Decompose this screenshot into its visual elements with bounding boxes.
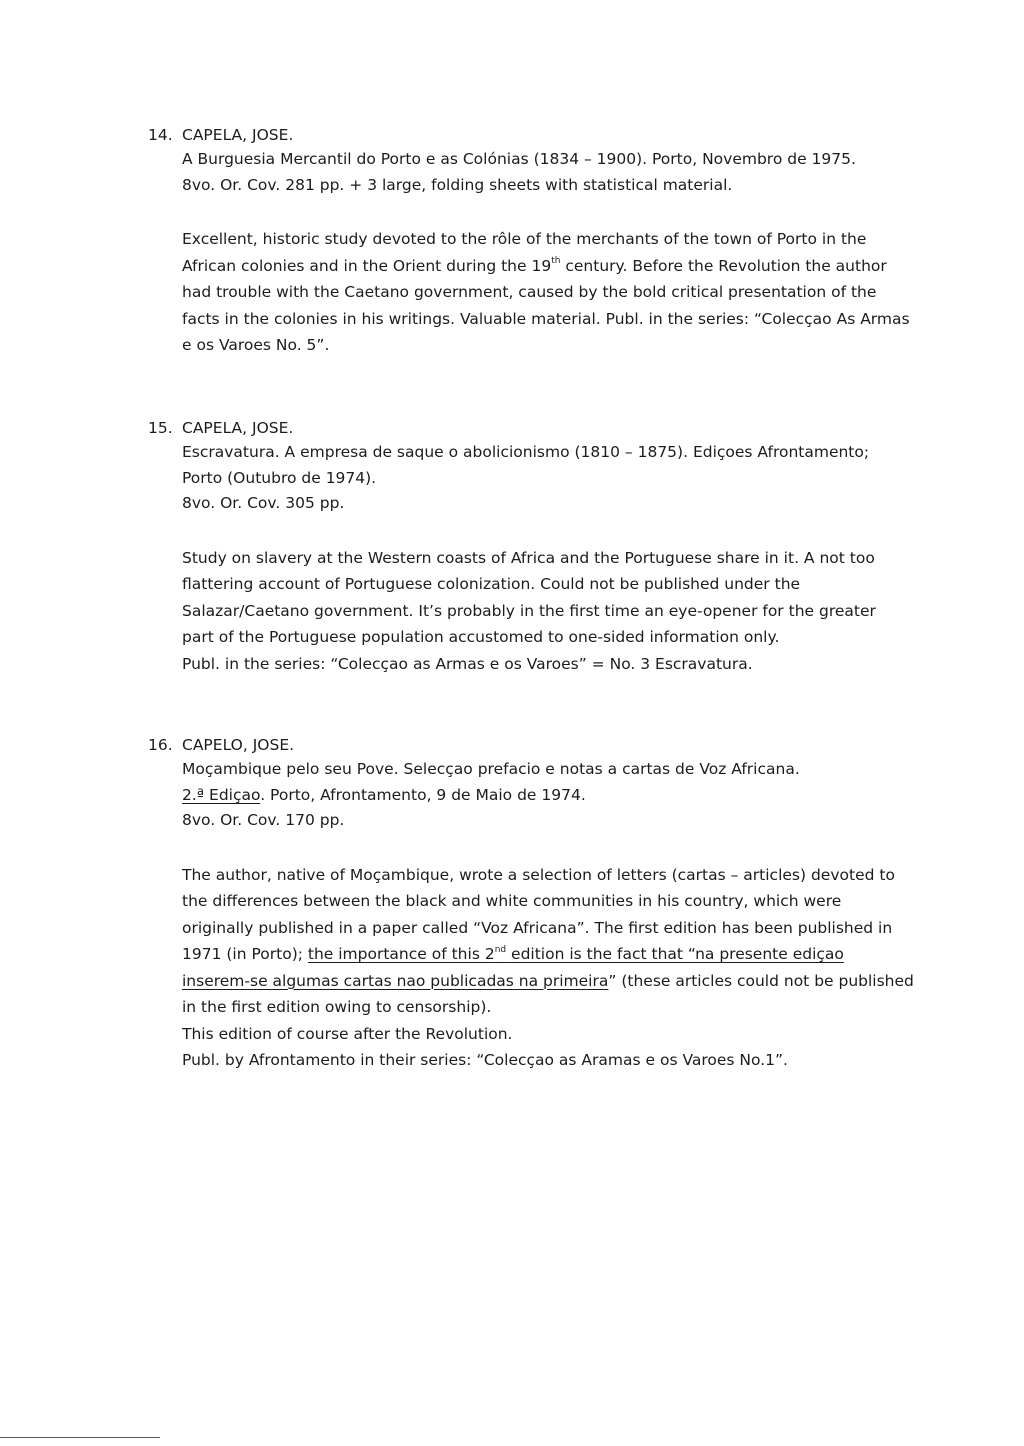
edition-label: 2.ª Ediçao [182,785,261,804]
entry-format-line: 8vo. Or. Cov. 305 pp. [182,494,345,512]
entry-number: 16. [148,736,173,754]
catalog-entry-16 [148,733,914,1074]
description-line: This edition of course after the Revolution. [182,1024,513,1043]
entry-body [148,757,914,1074]
entry-body [148,440,908,677]
description-line: the differences between the black and white communities in his country, which were [182,892,842,910]
entry-author: CAPELA, JOSE. [182,126,294,144]
description-line: Publ. in the series: “Colecçao as Armas e os Varoes” = No. 3 Escravatura. [182,654,753,673]
entry-format-line: 8vo. Or. Cov. 170 pp. [182,811,345,829]
catalog-entry-14 [148,123,908,359]
entry-description [182,862,914,1074]
underlined-quote: inserem-se algumas cartas nao publicadas na primeira [182,971,609,990]
description-line: originally published in a paper called “Voz Africana”. The first edition has been published in [182,918,893,937]
entry-heading [148,123,908,147]
description-line: inserem-se algumas cartas nao publicadas na primeira” (these articles could not be published [182,971,914,990]
description-line: Salazar/Caetano government. It’s probably in the first time an eye-opener for the greater [182,601,876,620]
entry-author: CAPELA, JOSE. [182,419,294,437]
description-line: flattering account of Portuguese colonization. Could not be published under the [182,575,801,593]
entry-edition-line: 2.ª Ediçao. Porto, Afrontamento, 9 de Maio de 1974. [182,785,586,804]
superscript: th [551,256,561,267]
description-line: Publ. by Afrontamento in their series: “Colecçao as Aramas e os Varoes No.1”. [182,1051,788,1069]
superscript: nd [494,944,507,955]
entry-title-line: A Burguesia Mercantil do Porto e as Colónias (1834 – 1900). Porto, Novembro de 1975. [182,150,856,168]
description-line: The author, native of Moçambique, wrote a selection of letters (cartas – articles) devoted to [182,865,895,884]
entry-title-line: Moçambique pelo seu Pove. Selecçao prefacio e notas a cartas de Voz Africana. [182,760,800,778]
entry-author: CAPELO, JOSE. [182,736,295,754]
description-line: 1971 (in Porto); the importance of this 2nd edition is the fact that “na presente ediçao [182,944,844,963]
entry-heading [148,416,908,440]
catalog-entry-15 [148,416,908,677]
entry-description [182,226,908,359]
entry-description [182,545,908,678]
underlined-quote: the importance of this 2nd edition is the fact that “na presente ediçao [307,944,844,963]
description-line: facts in the colonies in his writings. Valuable material. Publ. in the series: “Colecçao As Armas [182,309,910,328]
description-line: part of the Portuguese population accustomed to one-sided information only. [182,628,780,646]
entry-number: 15. [148,419,173,437]
entry-title-line: Escravatura. A empresa de saque o abolicionismo (1810 – 1875). Ediçoes Afrontamento; [182,443,870,461]
scan-edge-line [0,1437,160,1438]
description-line: Excellent, historic study devoted to the rôle of the merchants of the town of Porto in the [182,230,867,248]
entry-title-line: Porto (Outubro de 1974). [182,468,377,487]
description-line: Study on slavery at the Western coasts of Africa and the Portuguese share in it. A not too [182,548,875,567]
entry-number: 14. [148,126,173,144]
description-line: in the first edition owing to censorship). [182,998,492,1016]
entry-body [148,147,908,359]
entry-heading [148,733,908,757]
description-line: had trouble with the Caetano government, caused by the bold critical presentation of the [182,283,877,301]
entry-format-line: 8vo. Or. Cov. 281 pp. + 3 large, folding sheets with statistical material. [182,175,733,194]
description-line: e os Varoes No. 5”. [182,336,330,354]
description-line: African colonies and in the Orient during the 19th century. Before the Revolution the author [182,256,887,275]
